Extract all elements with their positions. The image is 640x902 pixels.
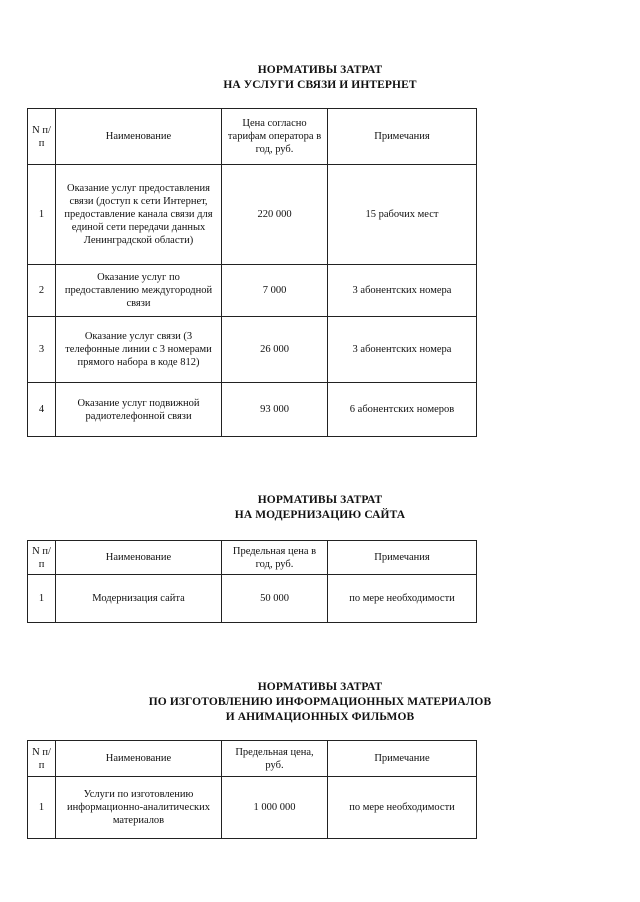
- header-num: N п/п: [28, 541, 56, 575]
- header-note: Примечания: [328, 541, 477, 575]
- row-price: 50 000: [222, 575, 328, 623]
- table-header-row: [28, 541, 477, 575]
- communication-costs-table: [27, 108, 477, 437]
- header-name: Наименование: [56, 541, 222, 575]
- header-price: Предельная цена, руб.: [222, 741, 328, 777]
- header-note: Примечание: [328, 741, 477, 777]
- table-row: [28, 575, 477, 623]
- table-row: [28, 165, 477, 265]
- row-note: по мере необходимости: [328, 575, 477, 623]
- header-price: Цена согласно тарифам оператора в год, руб.: [222, 109, 328, 165]
- table-row: [28, 383, 477, 437]
- row-num: 3: [28, 317, 56, 383]
- section2-title: [0, 493, 640, 523]
- section3-title-line1: НОРМАТИВЫ ЗАТРАТ: [257, 681, 383, 693]
- row-price: 26 000: [222, 317, 328, 383]
- row-price: 7 000: [222, 265, 328, 317]
- header-name: Наименование: [56, 109, 222, 165]
- row-name: Оказание услуг подвижной радиотелефонной связи: [56, 383, 222, 437]
- row-price: 1 000 000: [222, 777, 328, 839]
- table-header-row: [28, 741, 477, 777]
- header-note: Примечания: [328, 109, 477, 165]
- table-header-row: [28, 109, 477, 165]
- row-num: 4: [28, 383, 56, 437]
- site-modernization-table: [27, 540, 477, 623]
- row-num: 2: [28, 265, 56, 317]
- row-name: Услуги по изготовлению информационно-аналитических материалов: [56, 777, 222, 839]
- table-row: [28, 265, 477, 317]
- row-name: Оказание услуг по предоставлению междугородной связи: [56, 265, 222, 317]
- section1-title-line1: НОРМАТИВЫ ЗАТРАТ: [257, 64, 383, 76]
- row-name: Оказание услуг предоставления связи (доступ к сети Интернет, предоставление канала связи для единой сети передачи данных Ленинградской области): [56, 165, 222, 265]
- table-row: [28, 777, 477, 839]
- row-num: 1: [28, 165, 56, 265]
- header-name: Наименование: [56, 741, 222, 777]
- table-row: [28, 317, 477, 383]
- row-note: 6 абонентских номеров: [328, 383, 477, 437]
- row-note: 3 абонентских номера: [328, 265, 477, 317]
- row-note: 15 рабочих мест: [328, 165, 477, 265]
- header-num: N п/п: [28, 109, 56, 165]
- section1-title-line2: НА УСЛУГИ СВЯЗИ И ИНТЕРНЕТ: [223, 79, 417, 91]
- info-materials-table: [27, 740, 477, 839]
- row-num: 1: [28, 777, 56, 839]
- section2-title-line2: НА МОДЕРНИЗАЦИЮ САЙТА: [234, 509, 406, 521]
- row-name: Оказание услуг связи (3 телефонные линии с 3 номерами прямого набора в коде 812): [56, 317, 222, 383]
- section3-title-line2: ПО ИЗГОТОВЛЕНИЮ ИНФОРМАЦИОННЫХ МАТЕРИАЛОВ: [148, 696, 492, 708]
- row-price: 93 000: [222, 383, 328, 437]
- row-num: 1: [28, 575, 56, 623]
- section2-title-line1: НОРМАТИВЫ ЗАТРАТ: [257, 494, 383, 506]
- section1-title: [0, 63, 640, 93]
- section3-title-line3: И АНИМАЦИОННЫХ ФИЛЬМОВ: [225, 711, 415, 723]
- header-num: N п/п: [28, 741, 56, 777]
- row-note: по мере необходимости: [328, 777, 477, 839]
- section3-title: [0, 680, 640, 725]
- row-name: Модернизация сайта: [56, 575, 222, 623]
- row-price: 220 000: [222, 165, 328, 265]
- row-note: 3 абонентских номера: [328, 317, 477, 383]
- header-price: Предельная цена в год, руб.: [222, 541, 328, 575]
